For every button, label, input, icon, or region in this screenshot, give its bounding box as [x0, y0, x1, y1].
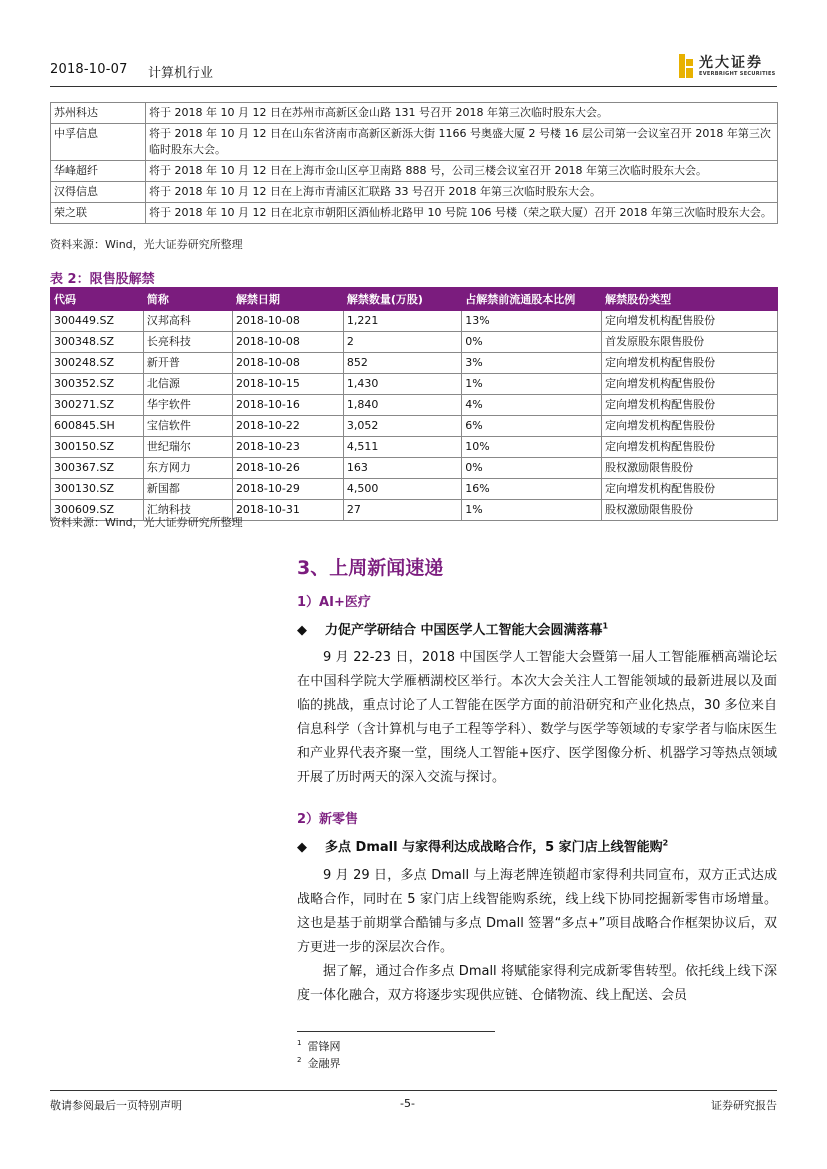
- table2-source: 资料来源：Wind，光大证券研究所整理: [50, 516, 243, 529]
- share-type-cell: 定向增发机构配售股份: [602, 416, 778, 437]
- code-cell: 300271.SZ: [51, 395, 144, 416]
- footer-report-type: 证券研究报告: [711, 1099, 777, 1112]
- code-cell: 300449.SZ: [51, 311, 144, 332]
- meeting-desc-cell: 将于 2018 年 10 月 12 日在北京市朝阳区酒仙桥北路甲 10 号院 106 号楼（荣之联大厦）召开 2018 年第三次临时股东大会。: [146, 203, 778, 224]
- table2-title: 表 2：限售股解禁: [50, 272, 155, 287]
- table-row: [51, 416, 778, 437]
- ratio-cell: 10%: [462, 437, 602, 458]
- subsection-new-retail: 2）新零售: [297, 812, 359, 827]
- industry-label: 计算机行业: [148, 66, 214, 81]
- meeting-desc-cell: 将于 2018 年 10 月 12 日在苏州市高新区金山路 131 号召开 2018 年第三次临时股东大会。: [146, 103, 778, 124]
- share-type-cell: 定向增发机构配售股份: [602, 353, 778, 374]
- column-header: 解禁日期: [232, 288, 343, 311]
- share-type-cell: 定向增发机构配售股份: [602, 437, 778, 458]
- meeting-desc-cell: 将于 2018 年 10 月 12 日在上海市青浦区汇联路 33 号召开 2018 年第三次临时股东大会。: [146, 182, 778, 203]
- meeting-table: [50, 102, 778, 224]
- table1-source: 资料来源：Wind，光大证券研究所整理: [50, 238, 243, 251]
- footnote-2-num: 2: [297, 1056, 302, 1065]
- table-row: [51, 161, 778, 182]
- logo-text-en: EVERBRIGHT SECURITIES: [699, 71, 776, 77]
- short-name-cell: 宝信软件: [143, 416, 232, 437]
- meeting-desc-cell: 将于 2018 年 10 月 12 日在上海市金山区亭卫南路 888 号，公司三楼会议室召开 2018 年第三次临时股东大会。: [146, 161, 778, 182]
- short-name-cell: 华宇软件: [143, 395, 232, 416]
- news-paragraph-1: 9 月 22-23 日，2018 中国医学人工智能大会暨第一届人工智能雁栖高端论坛在中国科学院大学雁栖湖校区举行。本次大会关注人工智能领域的最新进展以及面临的挑战，重点讨论了人工智能在医学方面的前沿研究和产业化热点，30 多位来自信息科学（含计算机与电子工程等学科）、数学与医学等领域的专家学者与临床医生和产业界代表齐聚一堂，围绕人工智能+医疗、医学图像分析、机器学习等热点领域开展了历时两天的深入交流与探讨。: [297, 650, 777, 785]
- ratio-cell: 16%: [462, 479, 602, 500]
- unlock-date-cell: 2018-10-23: [232, 437, 343, 458]
- code-cell: 300367.SZ: [51, 458, 144, 479]
- unlock-amount-cell: 4,511: [343, 437, 461, 458]
- page-header: [50, 55, 777, 84]
- footnote-ref-2: 2: [662, 838, 669, 848]
- short-name-cell: 新国都: [143, 479, 232, 500]
- unlock-date-cell: 2018-10-08: [232, 353, 343, 374]
- unlock-date-cell: 2018-10-15: [232, 374, 343, 395]
- table-row: [51, 332, 778, 353]
- table-row: [51, 479, 778, 500]
- code-cell: 300609.SZ: [51, 500, 144, 521]
- footnote-1-num: 1: [297, 1039, 302, 1048]
- code-cell: 300150.SZ: [51, 437, 144, 458]
- unlock-amount-cell: 1,840: [343, 395, 461, 416]
- short-name-cell: 东方网力: [143, 458, 232, 479]
- table-row: [51, 458, 778, 479]
- unlock-date-cell: 2018-10-16: [232, 395, 343, 416]
- table-row: [51, 124, 778, 161]
- unlock-amount-cell: 27: [343, 500, 461, 521]
- short-name-cell: 北信源: [143, 374, 232, 395]
- short-name-cell: 新开普: [143, 353, 232, 374]
- headline-1-text: 力促产学研结合 中国医学人工智能大会圆满落幕: [325, 623, 603, 638]
- unlock-amount-cell: 1,221: [343, 311, 461, 332]
- table-row: [51, 103, 778, 124]
- ratio-cell: 6%: [462, 416, 602, 437]
- code-cell: 300348.SZ: [51, 332, 144, 353]
- share-type-cell: 定向增发机构配售股份: [602, 374, 778, 395]
- column-header: 解禁数量(万股): [343, 288, 461, 311]
- unlock-date-cell: 2018-10-29: [232, 479, 343, 500]
- code-cell: 600845.SH: [51, 416, 144, 437]
- code-cell: 300130.SZ: [51, 479, 144, 500]
- unlock-amount-cell: 3,052: [343, 416, 461, 437]
- company-name-cell: 汉得信息: [51, 182, 146, 203]
- share-type-cell: 定向增发机构配售股份: [602, 395, 778, 416]
- column-header: 解禁股份类型: [602, 288, 778, 311]
- footnote-2-text: 金融界: [307, 1057, 341, 1070]
- unlock-amount-cell: 4,500: [343, 479, 461, 500]
- code-cell: 300248.SZ: [51, 353, 144, 374]
- table-row: [51, 203, 778, 224]
- unlock-date-cell: 2018-10-26: [232, 458, 343, 479]
- logo-mark-icon: [679, 54, 693, 78]
- table-row: [51, 182, 778, 203]
- ratio-cell: 3%: [462, 353, 602, 374]
- headline-2-text: 多点 Dmall 与家得利达成战略合作，5 家门店上线智能购: [325, 840, 663, 855]
- code-cell: 300352.SZ: [51, 374, 144, 395]
- ratio-cell: 13%: [462, 311, 602, 332]
- news-headline-1: [297, 619, 608, 638]
- unlock-date-cell: 2018-10-08: [232, 332, 343, 353]
- diamond-bullet-icon: ◆: [297, 840, 307, 855]
- company-name-cell: 华峰超纤: [51, 161, 146, 182]
- column-header: 占解禁前流通股本比例: [462, 288, 602, 311]
- footer-disclaimer: 敬请参阅最后一页特别声明: [50, 1099, 182, 1112]
- company-name-cell: 中孚信息: [51, 124, 146, 161]
- short-name-cell: 汇纳科技: [143, 500, 232, 521]
- table-row: [51, 437, 778, 458]
- footnote-1-text: 雷锋网: [307, 1040, 341, 1053]
- lockup-expiry-table: [50, 287, 778, 521]
- brand-logo: [679, 52, 777, 84]
- table-row: [51, 374, 778, 395]
- ratio-cell: 0%: [462, 458, 602, 479]
- section-title: 3、上周新闻速递: [297, 557, 444, 579]
- company-name-cell: 荣之联: [51, 203, 146, 224]
- footnote-ref-1: 1: [602, 621, 609, 631]
- header-divider: [50, 86, 777, 87]
- unlock-amount-cell: 2: [343, 332, 461, 353]
- table-row: [51, 395, 778, 416]
- unlock-date-cell: 2018-10-08: [232, 311, 343, 332]
- report-date: 2018-10-07: [50, 62, 128, 77]
- unlock-date-cell: 2018-10-31: [232, 500, 343, 521]
- unlock-amount-cell: 163: [343, 458, 461, 479]
- share-type-cell: 股权激励限售股份: [602, 458, 778, 479]
- share-type-cell: 定向增发机构配售股份: [602, 479, 778, 500]
- column-header: 简称: [143, 288, 232, 311]
- news-paragraph-3: 据了解，通过合作多点 Dmall 将赋能家得利完成新零售转型。依托线上线下深度一体化融合，双方将逐步实现供应链、仓储物流、线上配送、会员: [297, 964, 777, 1003]
- footnote-divider: [297, 1031, 495, 1032]
- news-headline-2: [297, 836, 668, 855]
- ratio-cell: 0%: [462, 332, 602, 353]
- unlock-date-cell: 2018-10-22: [232, 416, 343, 437]
- short-name-cell: 世纪瑞尔: [143, 437, 232, 458]
- subsection-ai-medical: 1）AI+医疗: [297, 595, 371, 610]
- diamond-bullet-icon: ◆: [297, 623, 307, 638]
- ratio-cell: 4%: [462, 395, 602, 416]
- share-type-cell: 股权激励限售股份: [602, 500, 778, 521]
- news-paragraph-2: 9 月 29 日，多点 Dmall 与上海老牌连锁超市家得利共同宣布，双方正式达成战略合作，同时在 5 家门店上线智能购系统，线上线下协同挖掘新零售市场增量。这也是基于前期掌合酷铺与多点 Dmall 签署“多点+”项目战略合作框架协议后，双方更进一步的深层次合作。: [297, 868, 777, 955]
- unlock-amount-cell: 1,430: [343, 374, 461, 395]
- ratio-cell: 1%: [462, 374, 602, 395]
- table-row: [51, 353, 778, 374]
- short-name-cell: 汉邦高科: [143, 311, 232, 332]
- table-row: [51, 311, 778, 332]
- company-name-cell: 苏州科达: [51, 103, 146, 124]
- logo-text-cn: 光大证券: [699, 55, 763, 71]
- share-type-cell: 定向增发机构配售股份: [602, 311, 778, 332]
- unlock-amount-cell: 852: [343, 353, 461, 374]
- share-type-cell: 首发原股东限售股份: [602, 332, 778, 353]
- column-header: 代码: [51, 288, 144, 311]
- footnote-2: [297, 1055, 340, 1071]
- meeting-desc-cell: 将于 2018 年 10 月 12 日在山东省济南市高新区新泺大街 1166 号奥盛大厦 2 号楼 16 层公司第一会议室召开 2018 年第三次临时股东大会。: [146, 124, 778, 161]
- footnote-1: [297, 1038, 340, 1054]
- page-number: -5-: [400, 1097, 415, 1110]
- short-name-cell: 长亮科技: [143, 332, 232, 353]
- ratio-cell: 1%: [462, 500, 602, 521]
- footer-divider: [50, 1090, 777, 1091]
